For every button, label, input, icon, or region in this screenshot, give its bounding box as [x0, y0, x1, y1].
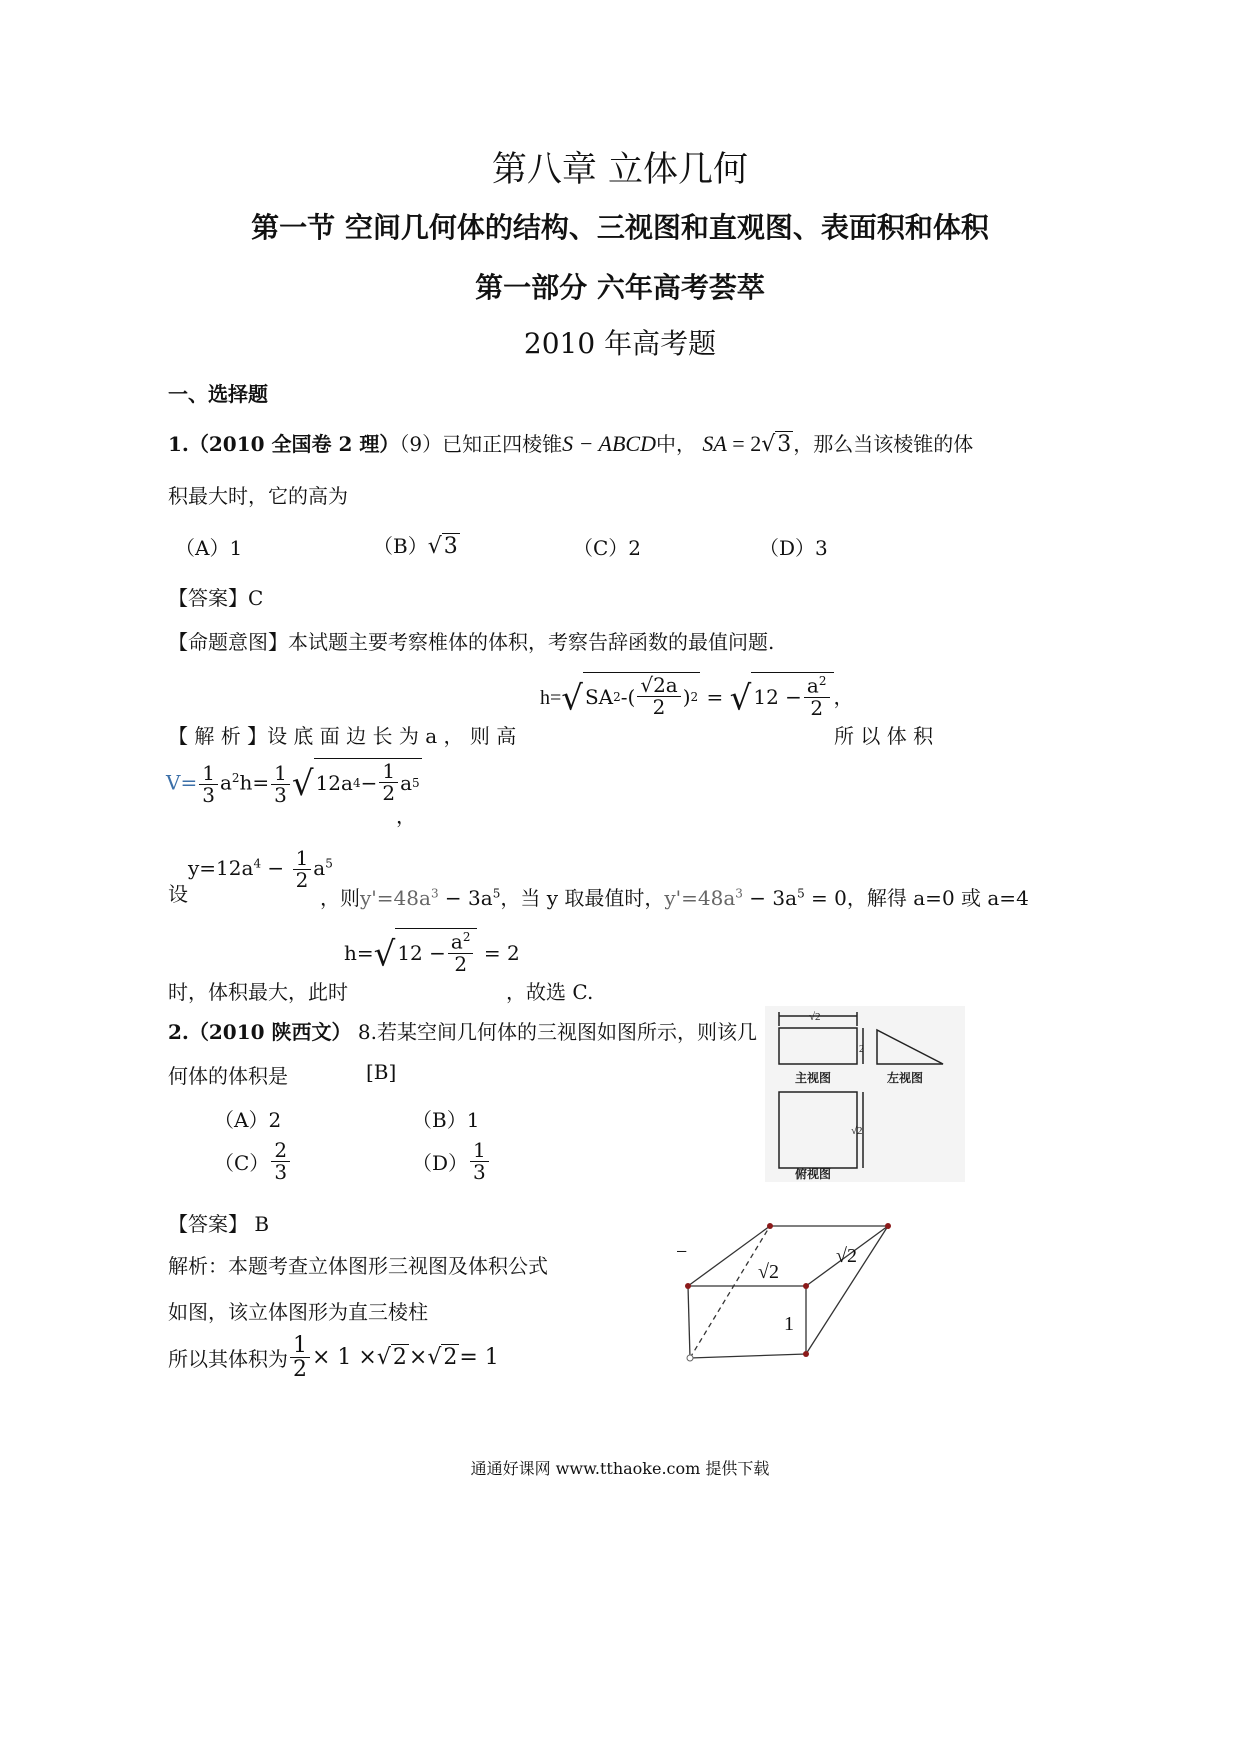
q1-option-b: （B）√3 — [373, 534, 458, 559]
svg-text:2: 2 — [859, 1044, 864, 1055]
svg-text:√2: √2 — [836, 1245, 857, 1267]
q1-h-formula: h=√ SA 2 -( $\frac{√2a}{2}$ ) 2 = √ 12 − $\frac{a^2}{2}$ ， — [540, 673, 854, 720]
q1-derivative-line: ，则$y'=48a^3 - 3a^5$，当 y 取最值时，$y'=48a^3 - 3a^5 = 0$，解得 a=0 或 a=4 — [320, 886, 1029, 910]
q1-answer: 【答案】C — [168, 586, 264, 610]
q2-analysis1: 解析：本题考查立体图形三视图及体积公式 — [168, 1254, 548, 1278]
q1-y-line: 设$y=12a^4$ − $\frac{1}{2}$ $a^5$ — [168, 846, 333, 906]
svg-text:√2: √2 — [809, 1011, 821, 1023]
front-view-label: 主视图 — [795, 1071, 832, 1085]
svg-text:1: 1 — [784, 1313, 794, 1335]
q1-option-d: （D）3 — [759, 536, 828, 560]
q1-option-c: （C）2 — [573, 536, 642, 560]
q1-text-c: ，那么当该棱锥的体 — [793, 432, 974, 456]
three-view-figure — [765, 1006, 965, 1182]
q1-analysis-b: 所 以 体 积 — [834, 724, 934, 748]
q1-line2: 积最大时，它的高为 — [168, 484, 348, 508]
prism-drawing — [672, 1216, 904, 1368]
q2-analysis2: 如图，该立体图形为直三棱柱 — [168, 1300, 428, 1324]
q1-last-a: 时，体积最大，此时 — [168, 980, 348, 1004]
q2-bracket: [B] — [366, 1060, 397, 1084]
q2-line2: 何体的体积是 — [168, 1064, 288, 1088]
q2-line1 — [168, 1016, 757, 1045]
q1-sqrt3: √3 — [761, 432, 792, 457]
q1-option-a: （A）1 — [175, 536, 243, 560]
q1-analysis-a: 【 解 析 】设 底 面 边 长 为 a ， 则 高 — [168, 724, 517, 748]
q1-text-a: （9）已知正四棱锥 — [399, 432, 563, 456]
part-title: 第一部分 六年高考荟萃 — [475, 271, 765, 304]
left-view-label: 左视图 — [887, 1071, 924, 1085]
prism-figure — [672, 1216, 904, 1368]
footer: 通通好课网 www.tthaoke.com 提供下载 — [470, 1459, 770, 1478]
q1-v-formula: V= $\frac{1}{3}$ $a^2h=$ $\frac{1}{3}$ √ 12a 4 − $\frac{1}{2}$ a 5 — [166, 759, 420, 807]
q2-option-a: （A）2 — [214, 1108, 282, 1132]
q2-option-c: （C） $\frac{2}{3}$ — [214, 1140, 292, 1183]
chapter-title: 第八章 立体几何 — [491, 150, 749, 190]
top-view-label: 俯视图 — [795, 1167, 832, 1181]
q2-option-d: （D） $\frac{1}{3}$ — [412, 1140, 491, 1183]
q1-last-b: ，故选 C. — [506, 980, 594, 1004]
section-heading: 一、选择题 — [168, 382, 268, 406]
year-title: 2010 年高考题 — [523, 327, 717, 360]
q2-text: 8.若某空间几何体的三视图如图所示，则该几 — [351, 1020, 757, 1044]
q1-sa: SA — [702, 431, 727, 456]
q1-h2-formula: h=√ 12 − $\frac{a^2}{2}$ = 2 — [344, 929, 520, 976]
q1-label: 1.（2010 全国卷 2 理） — [168, 432, 400, 456]
q1-eq: = 2 — [726, 431, 762, 456]
svg-text:√2: √2 — [758, 1261, 779, 1283]
q2-answer: 【答案】 B — [168, 1212, 270, 1236]
svg-text:−: − — [676, 1241, 688, 1263]
q1-line1 — [168, 428, 973, 457]
section-title: 第一节 空间几何体的结构、三视图和直观图、表面积和体积 — [251, 211, 989, 244]
svg-text:√2: √2 — [851, 1125, 863, 1137]
three-view-drawing — [765, 1006, 965, 1182]
q2-option-b: （B）1 — [412, 1108, 480, 1132]
q1-intent: 【命题意图】本试题主要考察椎体的体积，考察告辞函数的最值问题. — [168, 630, 775, 654]
q1-pyramid: S − ABCD — [562, 431, 656, 456]
q2-volume: 所以其体积为 $\frac{1}{2}$ × 1 × √2 × √2 = 1 — [168, 1333, 499, 1383]
q2-label: 2.（2010 陕西文） — [168, 1020, 352, 1044]
q1-v-comma: ， — [396, 804, 416, 828]
q1-text-b: 中， — [655, 432, 696, 456]
